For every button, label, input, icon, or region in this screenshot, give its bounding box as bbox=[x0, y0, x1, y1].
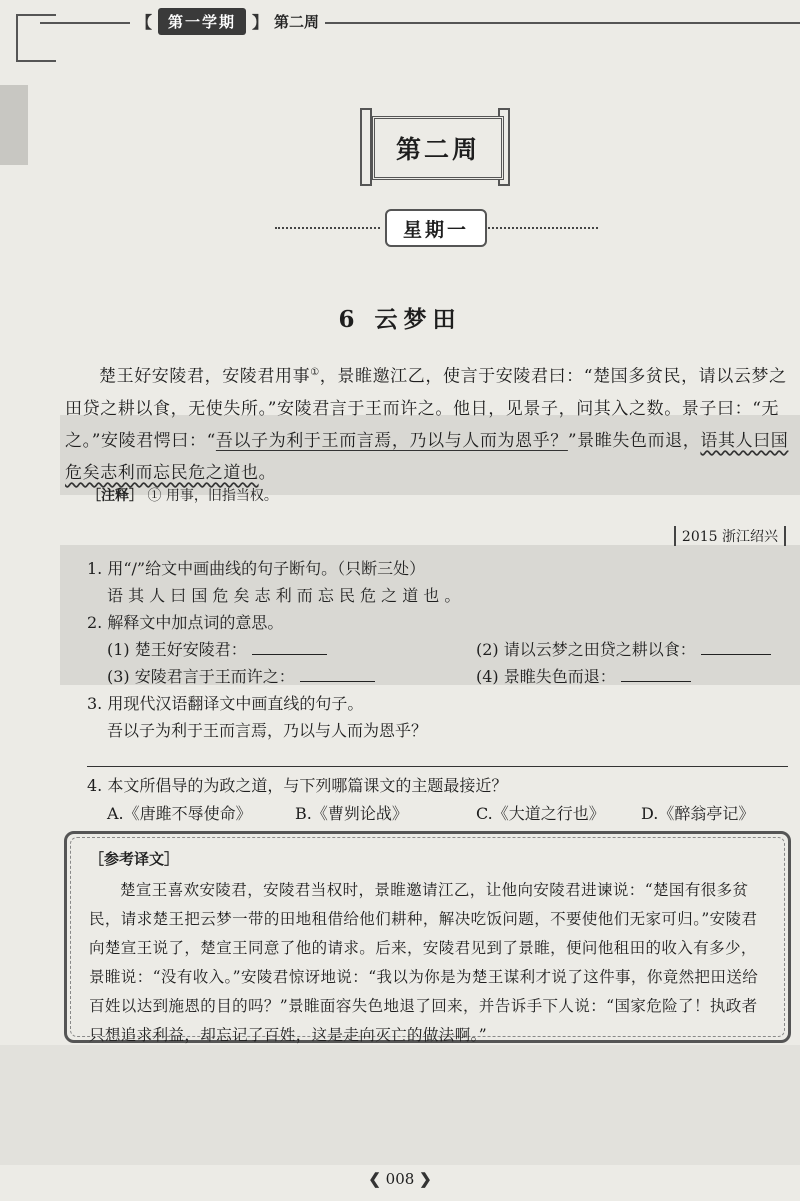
bleed-block-3 bbox=[0, 1045, 800, 1165]
source-tag: 2015 浙江绍兴 bbox=[674, 526, 786, 546]
day-divider-left bbox=[275, 227, 380, 229]
q2-item-1 bbox=[107, 637, 327, 660]
day-title: 星期一 bbox=[385, 209, 487, 247]
q2-item-4 bbox=[476, 664, 691, 687]
wavy-underlined-sentence: 语其人曰国危矣志利而忘民危之道也 bbox=[65, 430, 789, 483]
straight-underlined-sentence: 吾以子为利于王而言焉，乃以与人而为恩乎？ bbox=[215, 430, 568, 451]
q1-prompt: 1. 用“/”给文中画曲线的句子断句。（只断三处） bbox=[87, 559, 426, 578]
q2-item-1-blank[interactable] bbox=[252, 654, 327, 655]
q4-prompt: 4. 本文所倡导的为政之道，与下列哪篇课文的主题最接近？ bbox=[87, 776, 508, 795]
term-label: 第一学期 bbox=[158, 8, 246, 35]
q2-item-2-blank[interactable] bbox=[701, 654, 771, 655]
q4-option-b[interactable]: B.《曹刿论战》 bbox=[295, 804, 408, 823]
chevron-left-icon: ❮ bbox=[368, 1170, 381, 1188]
passage-seg-4: 。 bbox=[258, 462, 277, 483]
week-banner bbox=[372, 116, 504, 180]
q2-item-2 bbox=[476, 637, 771, 660]
q2-prompt: 2. 解释文中加点词的意思。 bbox=[87, 613, 284, 632]
q1-sentence: 语 其 人 曰 国 危 矣 志 利 而 忘 民 危 之 道 也 。 bbox=[107, 586, 461, 605]
week-title: 第二周 bbox=[395, 135, 480, 164]
q2-item-3 bbox=[107, 664, 375, 687]
passage-seg-2: ，景睢邀江乙，使言于安陵君曰：“楚国多贫民，请以云梦之田贷之耕以食，无使失所。”安陵君言于王而许之。他日，见景子，问其入之数。景子曰：“无之。”安陵君愕曰：“ bbox=[65, 366, 787, 451]
reference-paragraph: 楚宣王喜欢安陵君，安陵君当权时，景睢邀请江乙，让他向安陵君进谏说：“楚国有很多贫民，请求楚王把云梦一带的田地租借给他们耕种，解决吃饭问题，不要使他们无家可归。”安陵君向楚宣王说了，楚宣王同意了他的请求。后来，安陵君见到了景睢，便问他租田的收入有多少，景睢说：“没有收入。”安陵君惊讶地说：“我以为你是为楚王谋利才说了这件事，你竟然把田送给百姓以达到施恩的目的吗？”景睢面容失色地退了回来，并告诉手下人说：“国家危险了！执政者只想追求利益，却忘记了百姓，这是走向灭亡的做法啊。” bbox=[89, 881, 759, 1044]
passage-seg-3: ”景睢失色而退， bbox=[567, 430, 701, 451]
page-number: 008 bbox=[385, 1170, 415, 1188]
reference-text bbox=[89, 876, 772, 1050]
running-header bbox=[130, 8, 325, 35]
reference-translation-box bbox=[64, 831, 791, 1043]
q4-option-c[interactable]: C.《大道之行也》 bbox=[476, 804, 605, 823]
q2-item-3-blank[interactable] bbox=[300, 681, 375, 682]
q2-item-4-blank[interactable] bbox=[621, 681, 691, 682]
note-text: ① 用事，旧指当权。 bbox=[147, 488, 278, 504]
chevron-right-icon: ❯ bbox=[419, 1170, 432, 1188]
article-title: 6 云梦田 bbox=[338, 306, 462, 333]
q2-item-3-text: (3) 安陵君言于王而许之： bbox=[107, 667, 295, 686]
q4-option-a[interactable]: A.《唐雎不辱使命》 bbox=[107, 804, 252, 823]
passage-seg-1: 楚王好安陵君，安陵君用事 bbox=[99, 366, 311, 387]
q4-option-d[interactable]: D.《醉翁亭记》 bbox=[641, 804, 755, 823]
q3-sentence: 吾以子为利于王而言焉，乃以与人而为恩乎？ bbox=[107, 721, 428, 740]
banner-left-rail bbox=[360, 108, 372, 186]
bleed-side-strip bbox=[0, 85, 28, 165]
reference-title: ［参考译文］ bbox=[89, 850, 180, 868]
q2-item-4-text: (4) 景睢失色而退： bbox=[476, 667, 616, 686]
page-footer bbox=[0, 1170, 800, 1188]
day-divider-right bbox=[488, 227, 598, 229]
article-passage bbox=[65, 357, 800, 489]
q3-answer-line[interactable] bbox=[87, 766, 788, 767]
header-corner-ornament bbox=[16, 14, 56, 62]
footnote-marker: ① bbox=[310, 367, 320, 378]
tab-right-bracket: 】 bbox=[252, 13, 269, 32]
header-week-label: 第二周 bbox=[274, 13, 320, 31]
annotation-note bbox=[87, 485, 278, 505]
note-label: ［注释］ bbox=[87, 488, 143, 504]
q2-item-2-text: (2) 请以云梦之田贷之耕以食： bbox=[476, 640, 696, 659]
tab-left-bracket: 【 bbox=[136, 13, 153, 32]
q2-item-1-text: (1) 楚王好安陵君： bbox=[107, 640, 247, 659]
q3-prompt: 3. 用现代汉语翻译文中画直线的句子。 bbox=[87, 694, 364, 713]
